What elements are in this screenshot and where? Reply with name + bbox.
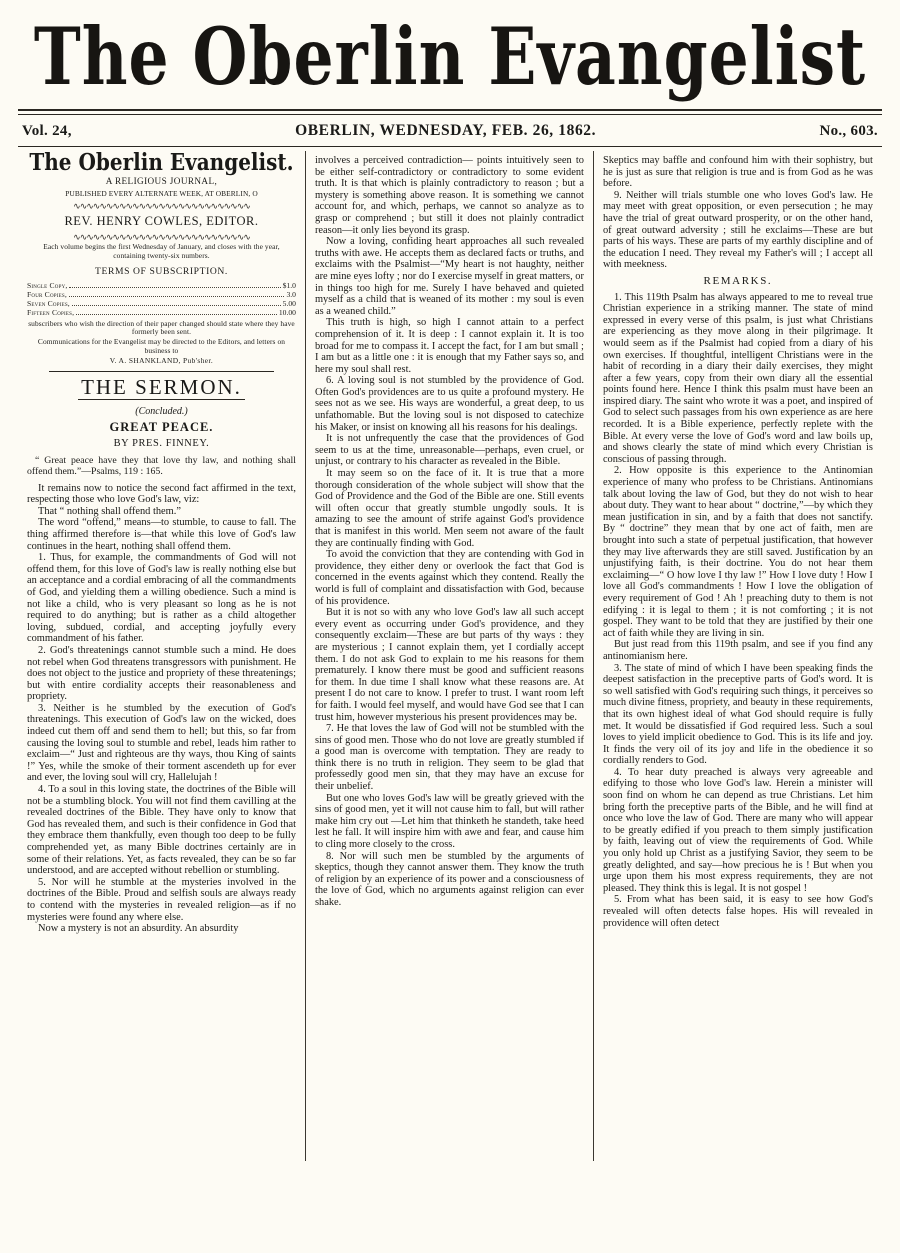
body-paragraph: But just read from this 119th psalm, and see if you find any antinomianism here. bbox=[602, 639, 873, 662]
body-paragraph: 4. To a soul in this loving state, the doctrines of the Bible will not be a stumbling block. You will not find them cavilling at the revealed doctrines of the Bible. They have only to know that God has revealed them, and such is their confidence in God that they embrace them thankfully, even though too deep to be fully comprehended yet, as many Bible doctrines certainly are in some of their relations. Yet, as facts revealed, they can be so far understood, and are accepted without rebellion or stumbling. bbox=[27, 784, 296, 877]
remarks-header: REMARKS. bbox=[703, 274, 773, 287]
sermon-title: GREAT PEACE. bbox=[109, 419, 214, 434]
editor-line: REV. HENRY COWLES, EDITOR. bbox=[64, 213, 259, 228]
terms-row bbox=[27, 308, 296, 317]
columns-container bbox=[18, 151, 882, 1161]
body-paragraph: The word “offend,” means—to stumble, to cause to fall. The thing affirmed therefore is—that while this love of God's law continues in the heart, nothing shall offend them. bbox=[27, 517, 296, 552]
body-paragraph: That “ nothing shall offend them.” bbox=[38, 505, 181, 517]
body-paragraph: But one who loves God's law will be greatly grieved with the sins of good men, yet it will not cause him to fall, but will rather make him cry out —Let him that thinketh he standeth, take heed lest he fall. It will inspire him with awe and fear, and cause him to cling more closely to the cross. bbox=[314, 792, 584, 851]
volume-note: Each volume begins the first Wednesday of January, and closes with the year, containing twenty-six numbers. bbox=[43, 242, 280, 260]
issue-volume: Vol. 24, bbox=[22, 123, 72, 139]
body-paragraph: 8. Nor will such men be stumbled by the arguments of skeptics, though they cannot answer them. They know the truth of religion by an experience of its power and a consciousness of the love of God, which no arguments against religion can ever shake. bbox=[314, 850, 584, 908]
terms-label: Single Copy, bbox=[27, 280, 68, 290]
terms-title: TERMS OF SUBSCRIPTION. bbox=[95, 266, 228, 277]
body-paragraph: 2. God's threatenings cannot stumble such a mind. He does not rebel when God threatens transgressors with punishment. He does not object to the justice and propriety of these threatenings; but with entire cordiality accepts their reasonableness and propriety. bbox=[27, 644, 296, 703]
terms-note-one: subscribers who wish the direction of their paper changed should state where they have formerly been sent. bbox=[28, 318, 295, 336]
body-paragraph: Skeptics may baffle and confound him with their sophistry, but he is just as sure that religion is true and is from God as he was before. bbox=[602, 155, 873, 190]
body-paragraph: 6. A loving soul is not stumbled by the providence of God. Often God's providences are to us quite a profound mystery. He sees not as we see. His ways are wonderful, a great deep, to us unfathomable. But the loving soul is not disposed to catechize his Maker, or insist on knowing all his reasons for his dealings. bbox=[314, 375, 584, 433]
paper-subtitle: A RELIGIOUS JOURNAL, bbox=[105, 175, 218, 186]
terms-dots bbox=[72, 299, 281, 306]
masthead-title: The Oberlin Evangelist bbox=[33, 10, 867, 103]
body-paragraph: 1. This 119th Psalm has always appeared to me to reveal true Christian experience in a striking manner. The state of mind expressed in every verse of this psalm, is just what Christians are experiencing as they move along in their pilgrimage. It would seem as if the Psalmist had copied from a diary of his own exercises. If thoughtful, intelligent Christians were in the habit of recording in a diary their daily exercises, they might after a few years, copy from their own diary all the essential points found here. Hence I think this psalm must have been an inspired diary. The saint who wrote it was a poet, and inspired of God to select such passages from his own experience as are here recorded. It is a Bible experience, perfectly replete with the Bible. At every verse the love of God's word and law boils up, and shows clearly the state of mind which every Christian is conscious of passing through. bbox=[602, 291, 873, 465]
business-agent: V. A. SHANKLAND, Pub'sher. bbox=[109, 356, 214, 366]
terms-row bbox=[27, 299, 296, 308]
body-paragraph: Now a mystery is not an absurdity. An absurdity bbox=[38, 923, 239, 935]
ornament-divider-2: ∿∿∿∿∿∿∿∿∿∿∿∿∿∿∿∿∿∿∿∿∿∿∿∿∿∿∿ bbox=[73, 232, 250, 242]
body-paragraph: It remains now to notice the second fact affirmed in the text, respecting those who love God's law, viz: bbox=[27, 482, 296, 506]
terms-label: Four Copies, bbox=[27, 289, 67, 299]
sermon-epigraph: “ Great peace have they that love thy law, and nothing shall offend them.”—Psalms, 119 : 165. bbox=[27, 455, 296, 477]
body-paragraph: 3. Neither is he stumbled by the execution of God's threatenings. This execution of God's law on the wicked, does indeed cut them off and send them to hell; but this, so far from causing the loving soul to stumble and rebel, leads him rather to exclaim—“ Just and righteous are thy ways, thou King of saints !” Yes, while the smoke of their torment ascendeth up for ever and ever, the loving soul will cry, Hallelujah ! bbox=[27, 702, 296, 784]
column-two bbox=[306, 151, 594, 1161]
issue-divider bbox=[18, 146, 882, 147]
body-paragraph: 5. Nor will he stumble at the mysteries involved in the doctrines of the Bible. Proud and selfish souls are always ready to contend with the mysteries in revealed religion—as if no mysteries were found any where else. bbox=[27, 876, 296, 923]
terms-dots bbox=[69, 290, 285, 297]
body-paragraph: It may seem so on the face of it. It is true that a more thorough consideration of the whole subject will show that the God of Providence and the God of the Bible are one. Still events will often occur that greatly stumble ungodly souls. It is amazing to see the amount of strife against God's providence that is manifest in this world. Men seem not aware of the fault they are continually finding with God. bbox=[314, 468, 584, 549]
terms-dots bbox=[76, 308, 277, 315]
body-paragraph: To avoid the conviction that they are contending with God in providence, they either deny or overlook the fact that God is concerned in the events against which they contend. Really the world is full of complaint and dissatisfaction with God, because of his providence. bbox=[314, 549, 584, 607]
terms-price: 3.0 bbox=[286, 289, 296, 299]
issue-line bbox=[18, 115, 882, 146]
paper-flag: The Oberlin Evangelist. bbox=[29, 151, 294, 176]
ornament-divider-1: ∿∿∿∿∿∿∿∿∿∿∿∿∿∿∿∿∿∿∿∿∿∿∿∿∿∿∿ bbox=[73, 200, 250, 210]
terms-list bbox=[27, 281, 296, 317]
issue-place-date: OBERLIN, WEDNESDAY, FEB. 26, 1862. bbox=[295, 122, 597, 139]
body-paragraph: 5. From what has been said, it is easy to see how God's revealed will often detects false hopes. His will revealed in providence will often detect bbox=[602, 894, 873, 929]
sermon-byline: BY PRES. FINNEY. bbox=[113, 438, 210, 450]
terms-price: 10.00 bbox=[278, 307, 296, 317]
paper-published-line: PUBLISHED EVERY ALTERNATE WEEK, AT OBERLIN, O bbox=[65, 189, 258, 199]
body-paragraph: It is not unfrequently the case that the providences of God seem to us at the time, unreasonable—perhaps, even cruel, or unjust, or contrary to his character as revealed in the Bible. bbox=[314, 433, 584, 468]
body-paragraph: But it is not so with any who love God's law all such accept every event as occurring under God's providence, and they consequently exclaim—These are but parts of thy ways : they are mysterious ; I cannot explain them, yet I cordially accept them. I do not ask God to explain to me his reasons for them prematurely. I know there must be good and sufficient reasons for them. In due time I shall know what these reasons are. At present I do not care to know. I prefer to trust. I want room left for faith. I would feel myself, and would have God see that I can trust him, however mysterious his present providences may be. bbox=[314, 607, 584, 723]
column-three bbox=[594, 151, 882, 1161]
column-one bbox=[18, 151, 306, 1161]
body-paragraph: 4. To hear duty preached is always very agreeable and edifying to those who love God's law. Herein a minister will soon find on whom he can depend as true Christians. Let him bring forth the preceptive parts of the Bible, and he will find at once who love the law of God. There are many who will appear to be greatly edified if you preach to them simply justification by faith, leaving out of view the requirements of God. While you only hold up Christ as a justifying Savior, they seem to be greatly delighted, and say—how precious he is ! But when you urge upon them his most express requirements, they are not pleased. They think this is legal. It is not gospel ! bbox=[602, 766, 873, 894]
body-paragraph: involves a perceived contradiction— points intuitively seen to be either self-contradictory or contradictory to some evident truth. It is that which is plainly contradictory to reason ; but a mystery is something above reason. It is something we cannot account for, and which, perhaps, we cannot so analyze as to grasp or comprehend ; but still it does not plainly contradict reason—it only lies beyond its grasp. bbox=[314, 155, 584, 236]
terms-label: Fifteen Copies, bbox=[27, 307, 75, 317]
terms-price: 5.00 bbox=[282, 298, 296, 308]
section-divider bbox=[49, 371, 274, 372]
body-paragraph: This truth is high, so high I cannot attain to a perfect comprehension of it. It is deep : I cannot explain it. It is too broad for me to compass it. I accept the fact, for I am but small ; I am but as a little one : it is enough that my Father says so, and here my soul shall rest. bbox=[314, 317, 584, 375]
terms-dots bbox=[69, 281, 280, 288]
body-paragraph: 3. The state of mind of which I have been speaking finds the deepest satisfaction in the preceptive parts of God's word. It is so well satisfied with God's requiring such things, it perceives so much divine fitness, propriety, and beauty in these requirements, that its own highest ideal of what God should require is fully met. It would be dissatisfied if God required less. Such a soul loves to yield implicit obedience to God. This is its life and joy. It finds the very oil of its joy and life in the obedience it so cordially renders to God. bbox=[602, 662, 873, 767]
terms-price: $1.0 bbox=[282, 280, 296, 290]
body-paragraph: 2. How opposite is this experience to the Antinomian experience of many who profess to be Christians. Antinomians talk about loving the law of God, but they do not wish to hear about duty. They want to hear about “ doctrine,”—by which they mean justification in sin, and by a faith that does not sanctify. By “ doctrine” they mean that by one act of faith, men are brought into such a state of perpetual justification, that however they may live afterwards they are still saved. Justification by an unjustifying faith, is their doctrine. You do not hear them exclaiming—“ O how love I thy law !” How I love duty ! How I love all God's commandments ! How I love the obligation of every requirement of God ! Ah ! preaching duty to them is not edifying : it is legal to them ; it is not comforting ; it is not gospel. They want to be told that they are justified by their one act of faith while they are living in sin. bbox=[602, 465, 873, 639]
sermon-concluded-note: (Concluded.) bbox=[135, 406, 188, 418]
terms-row bbox=[27, 290, 296, 299]
terms-row bbox=[27, 281, 296, 290]
sermon-header: THE SERMON. bbox=[81, 374, 242, 399]
sermon-divider bbox=[78, 399, 245, 400]
terms-label: Seven Copies, bbox=[27, 298, 70, 308]
body-paragraph: 7. He that loves the law of God will not be stumbled with the sins of good men. Those who do not love are greatly stumbled if a good man is overcome with temptation. They are ready to think there is no truth in religion. They seem to be glad that professedly good men sin, that they may have an excuse for their unbelief. bbox=[314, 723, 584, 793]
body-paragraph: Now a loving, confiding heart approaches all such revealed truths with awe. He accepts them as declared facts or truths, and exclaims with the Psalmist—“My heart is not haughty, neither are mine eyes lofty ; nor do I exercise myself in great matters, or in things too high for me. Surely I have behaved and quieted myself as a child that is weaned of its mother : my soul is even as a weaned child.” bbox=[314, 236, 584, 317]
issue-number: No., 603. bbox=[819, 123, 878, 139]
terms-note-two: Communications for the Evangelist may be directed to the Editors, and letters on business to bbox=[37, 337, 286, 355]
body-paragraph: 9. Neither will trials stumble one who loves God's law. He may meet with great opposition, or even persecution ; he may have the trial of great outward prosperity, or on the other hand, of great outward adversity ; still he exclaims—These are but parts of his ways. These are parts of my earthly discipline and of the education I need. They reveal my Father's will ; I accept all with meekness. bbox=[602, 189, 873, 271]
body-paragraph: 1. Thus, for example, the commandments of God will not offend them, for this love of God's law is really nothing else but an acceptance and a cordial embracing of all the commandments of God, and yielding them a willing obedience. Such a mind is not like a child, who is very pleasant so long as he is not required to do anything; but is rather as a child altogether loving, subdued, cordial, and accepting joyfully every commandment of his father. bbox=[27, 552, 296, 645]
